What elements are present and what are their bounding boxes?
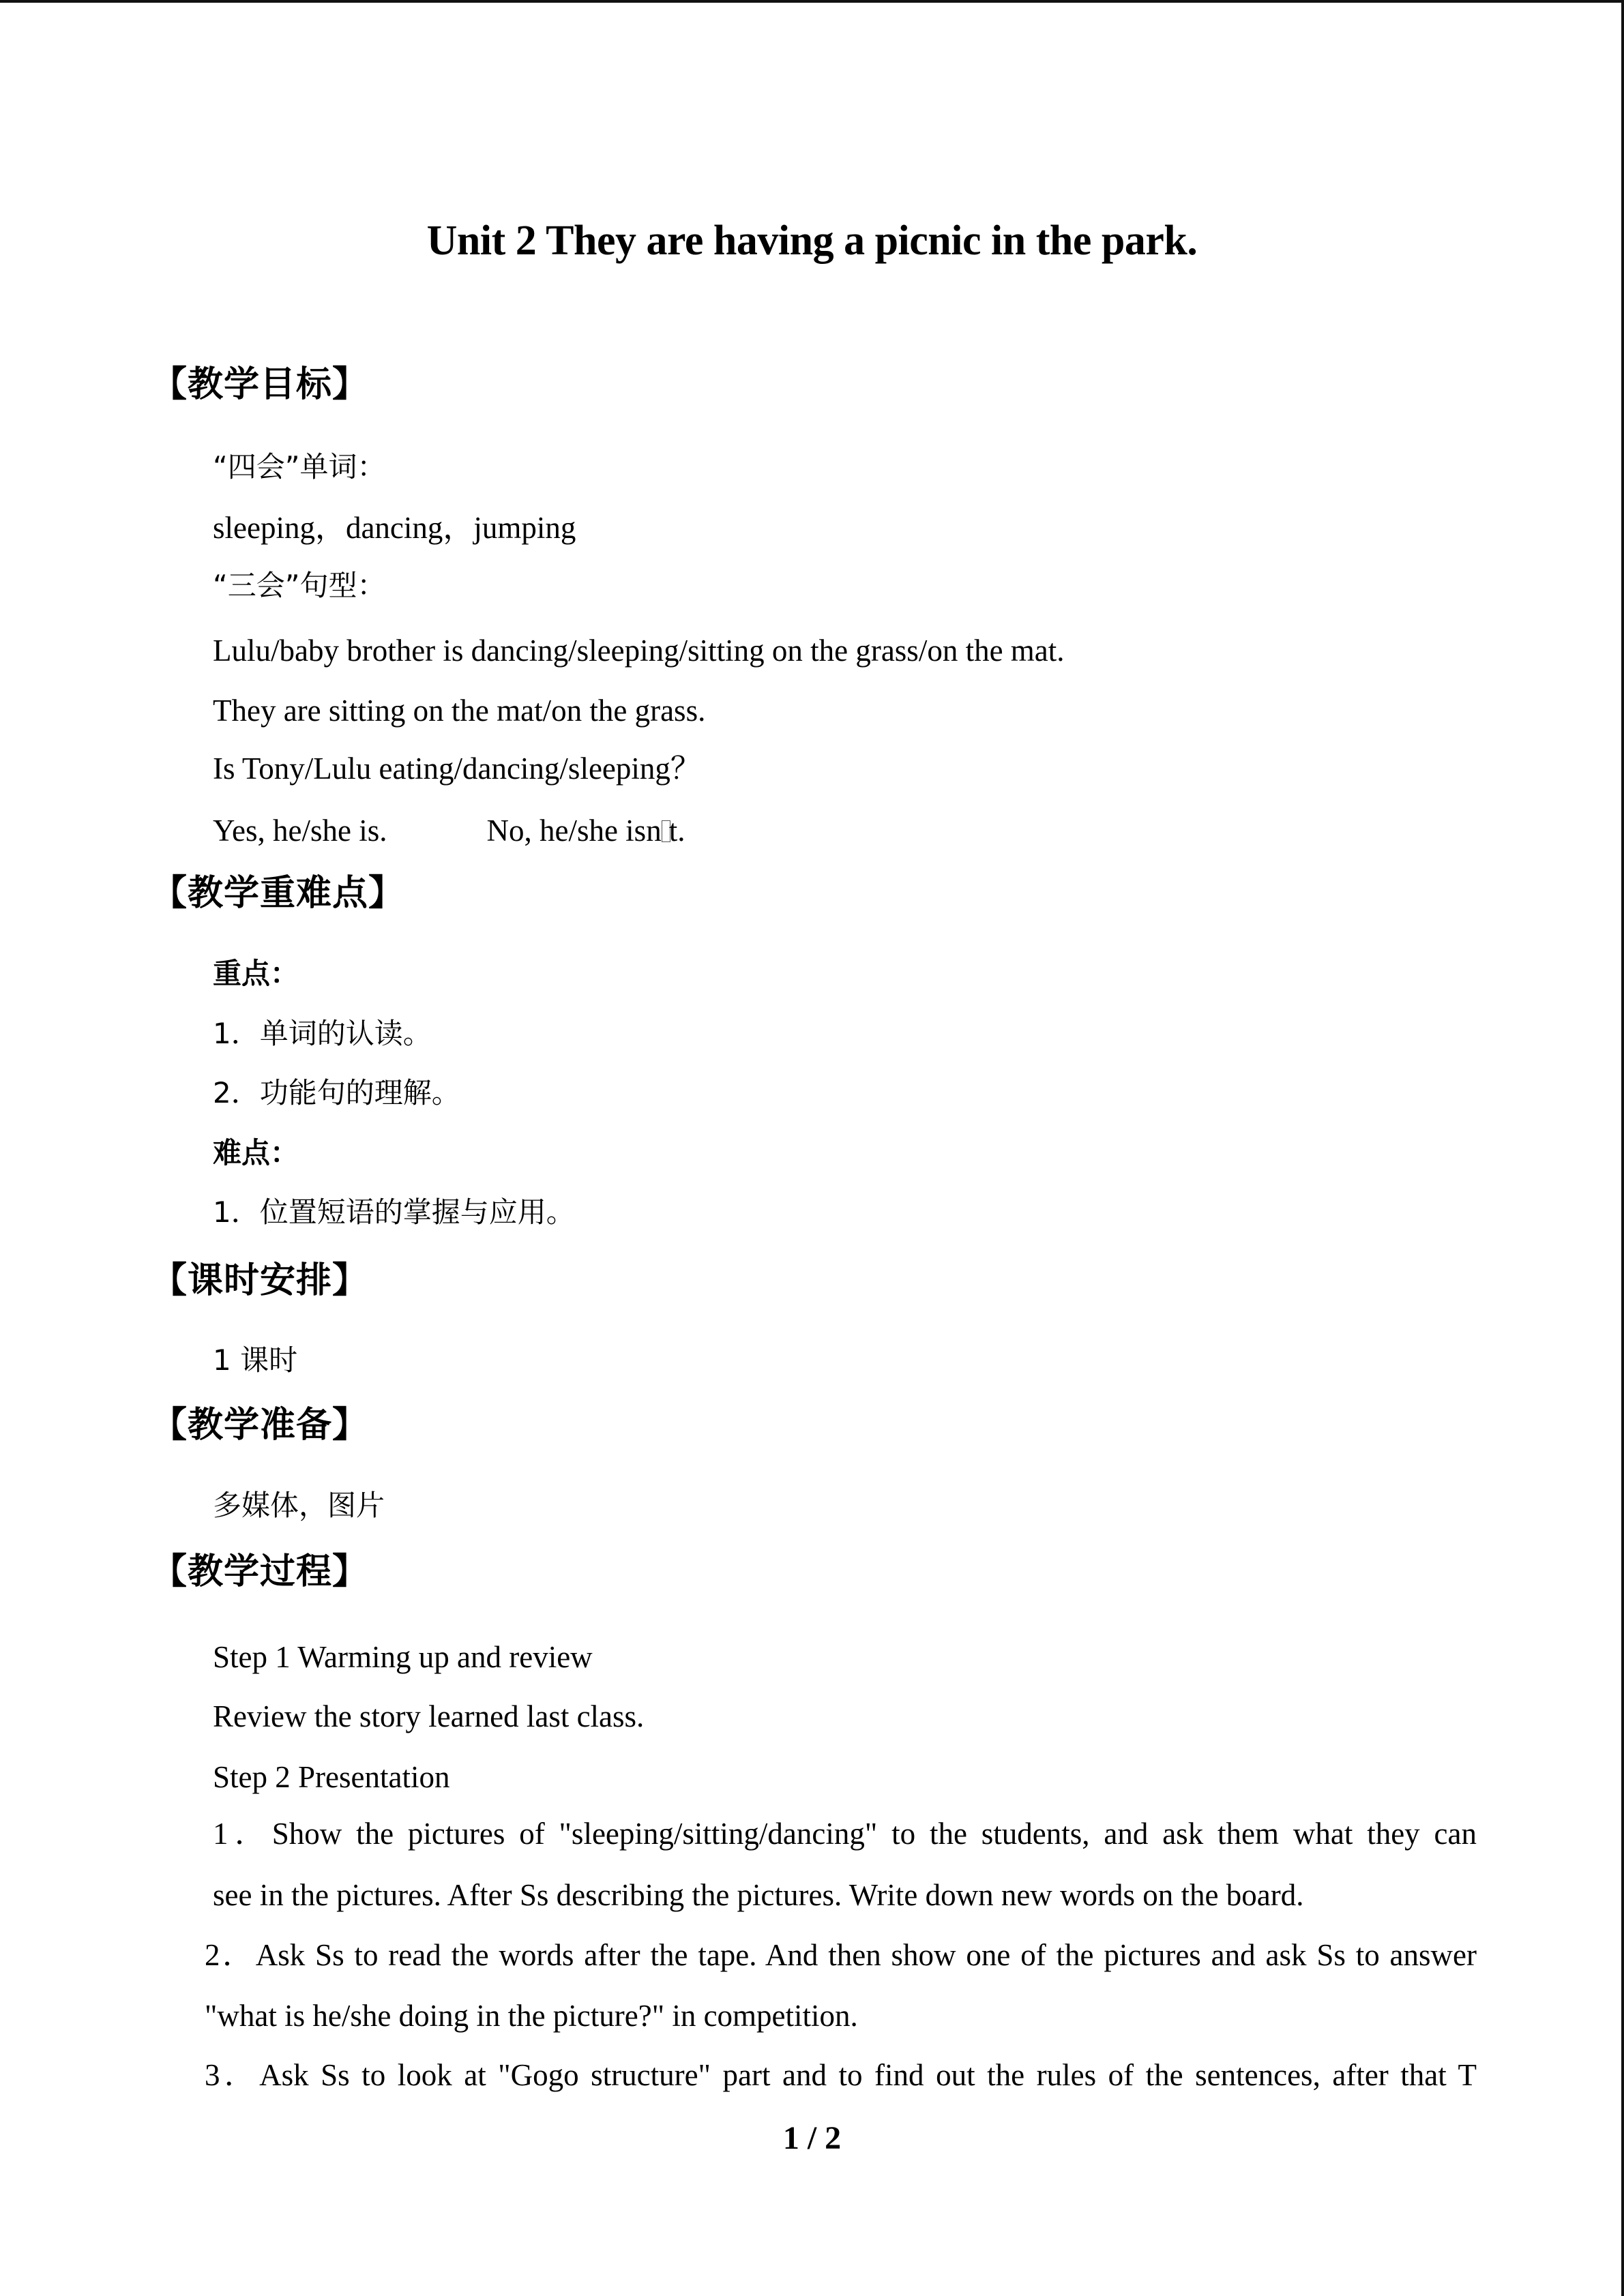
preparation-value: 多媒体，图片 xyxy=(213,1489,385,1522)
section-header-objectives: 【教学目标】 xyxy=(151,364,369,405)
sentence-pattern-2: They are sitting on the mat/on the grass. xyxy=(213,694,706,728)
section-header-schedule: 【课时安排】 xyxy=(151,1260,369,1301)
sentence-pattern-1: Lulu/baby brother is dancing/sleeping/sitting on the grass/on the mat. xyxy=(213,633,1065,668)
process-item-2-line-1: 2．Ask Ss to read the words after the tape. And then show one of the pictures and ask Ss to answer xyxy=(205,1938,1477,1972)
difficult-points-label: 难点： xyxy=(213,1136,299,1169)
section-header-preparation: 【教学准备】 xyxy=(151,1405,369,1446)
page-number: 1 / 2 xyxy=(782,2120,842,2156)
process-item-1-line-1: 1．Show the pictures of "sleeping/sitting/dancing" to the students, and ask them what they can xyxy=(213,1817,1477,1851)
process-item-3-line-1: 3．Ask Ss to look at "Gogo structure" part and to find out the rules of the sentences, after that T xyxy=(205,2058,1477,2092)
answer-line xyxy=(213,816,685,846)
step-1-title: Step 1 Warming up and review xyxy=(213,1640,593,1674)
schedule-value: 1 课时 xyxy=(213,1343,298,1377)
answer-no-prefix: No, he/she isn xyxy=(486,814,662,848)
process-item-2-line-2: "what is he/she doing in the picture?" in competition. xyxy=(205,1999,858,2033)
step-2-title: Step 2 Presentation xyxy=(213,1760,450,1794)
key-point-item-1: 1．单词的认读。 xyxy=(213,1017,432,1050)
sentence-pattern-3: Is Tony/Lulu eating/dancing/sleeping？ xyxy=(213,751,701,786)
key-points-label: 重点： xyxy=(213,957,299,990)
difficult-point-item-1: 1．位置短语的掌握与应用。 xyxy=(213,1195,575,1229)
section-header-process: 【教学过程】 xyxy=(151,1551,369,1592)
key-point-item-2: 2．功能句的理解。 xyxy=(213,1076,460,1109)
answer-no-suffix: t. xyxy=(668,814,685,848)
answer-yes: Yes, he/she is. xyxy=(213,814,387,848)
three-skills-label: “三会”句型： xyxy=(213,569,386,602)
process-item-1-line-2: see in the pictures. After Ss describing the pictures. Write down new words on the board. xyxy=(213,1878,1304,1912)
section-header-key-points: 【教学重难点】 xyxy=(151,873,405,914)
step-1-text: Review the story learned last class. xyxy=(213,1699,645,1733)
four-skills-words: sleeping，dancing，jumping xyxy=(213,511,576,545)
four-skills-label: “四会”单词： xyxy=(213,450,386,483)
document-title: Unit 2 They are having a picnic in the park. xyxy=(426,218,1198,264)
